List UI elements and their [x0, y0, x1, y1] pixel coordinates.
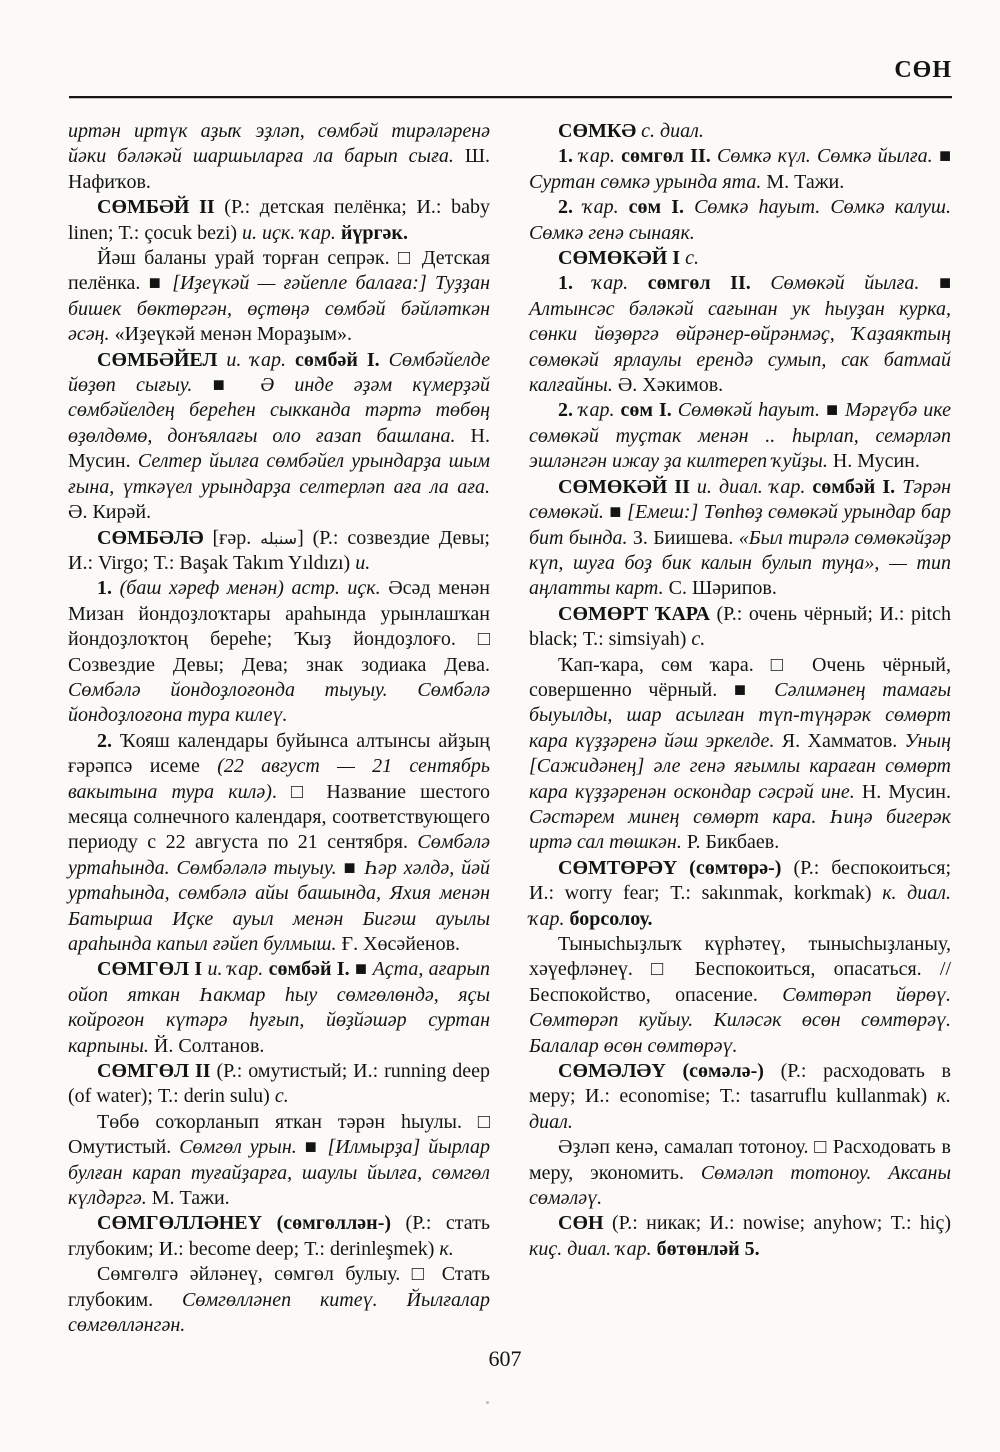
text-run: «Был тирәлә сөмөкәйҙәр күп, шуға боҙ бик калын булып туңа», — тип аңлатты карт.: [529, 526, 951, 600]
text-run: бөтөнләй 5.: [656, 1237, 760, 1260]
text-run: Уның [Сажидәнең] әле генә яғымлы караған сөмөрт кара күҙҙәренән оскондар сәсрәй ине.: [529, 729, 951, 803]
text-run: Сөмгөл урын.: [179, 1136, 305, 1159]
text-run: Ә. Хәкимов.: [617, 374, 724, 397]
text-run: сөмбәй I.: [812, 475, 903, 498]
text-run: и. иҫк. ҡар.: [242, 221, 341, 244]
dictionary-paragraph: [529, 271, 951, 398]
text-run: ҡар.: [592, 272, 648, 295]
text-run: СӨМКӘ: [558, 120, 642, 142]
text-run: ҡар.: [578, 399, 621, 422]
text-run: СӨМГӨЛ I: [97, 958, 208, 981]
text-run: сөмгөл II.: [647, 272, 771, 295]
text-run: 2.: [558, 399, 579, 422]
text-run: ■: [343, 856, 365, 879]
dictionary-column-left: [68, 119, 490, 1339]
text-run: Ә инде әҙәм күмерҙәй сөмбәйелдең береһен сыкканда тәртә төбөң өҙөлдөмө, донъялағы оло ғазап башлана.: [68, 374, 490, 447]
text-run: Һәр хәлдә, йәй уртаһында, сөмбәлә айы башында, Яхия менән Батырша Иҫке ауыл менән Бигәш ауылы араһында капыл ғәйеп булмыш.: [68, 856, 490, 955]
dictionary-paragraph: [529, 1135, 951, 1211]
text-run: [Емеш:] Төпһөҙ сөмөкәй урындар бар бит бында.: [529, 501, 951, 549]
text-run: Мәрғүбә ике сөмөкәй туҫтак менән .. һырлап, семәрләп эшләнгән ижау ҙа килтереп ҡуйҙы.: [529, 399, 951, 473]
text-run: ■: [938, 145, 952, 168]
text-run: سنبله: [260, 528, 298, 548]
dictionary-paragraph: [529, 246, 951, 271]
text-run: СӨМБӘЙ II: [97, 196, 225, 219]
text-run: СӨМӨРТ ҠАРА: [558, 602, 717, 625]
text-run: Селтер йылға сөмбәйел урындарҙа шым ғына, үткәүел урындарҙа селтерләп аға ла аға.: [68, 450, 490, 498]
dictionary-paragraph: [68, 246, 490, 348]
text-run: (баш хәреф менән) астр. иҫк.: [119, 577, 389, 600]
dictionary-paragraph: [68, 526, 490, 577]
text-run: (Р.: стать глубоким; И.: become deep; Т.: derinleşmek): [68, 1212, 490, 1260]
text-run: с.: [691, 628, 706, 651]
text-run: СӨМӘЛӘҮ (сөмәлә-): [558, 1060, 781, 1083]
text-run: сөмбәй I.: [268, 958, 355, 981]
text-run: 2.: [97, 729, 120, 752]
text-run: 1.: [558, 145, 580, 168]
text-run: 2.: [558, 196, 584, 219]
text-run: ҡар.: [579, 145, 622, 168]
text-run: и. диал. ҡар.: [696, 475, 813, 498]
dictionary-paragraph: [529, 1059, 951, 1135]
text-run: М. Тажи.: [151, 1187, 230, 1210]
text-run: Йәш баланы урай торған сепрәк. □ Детская пелёнка. ■: [68, 247, 490, 295]
text-run: сөмгөл II.: [621, 145, 718, 168]
running-head: СӨН: [894, 57, 952, 83]
text-run: Ҡап-ҡара, сөм ҡара. □ Очень чёрный, совершенно чёрный. ■: [529, 653, 951, 701]
text-run: борсолоу.: [569, 907, 653, 930]
text-run: (Р.: никак; И.: nowise; anyhow; Т.: hiç): [611, 1212, 951, 1235]
scan-artifact-dot: [486, 1401, 489, 1404]
text-run: Й. Солтанов.: [153, 1034, 265, 1057]
text-run: Сөмөкәй һауыт.: [677, 399, 826, 422]
text-run: ■: [354, 958, 373, 981]
text-run: С. Шәрипов.: [668, 577, 777, 600]
text-run: Тәрән сөмөкәй.: [529, 475, 951, 524]
text-run: сөмбәй I.: [294, 348, 389, 371]
text-run: Сөмгөлләнеп китеү. Йылғалар сөмгөлләнгән.: [68, 1288, 490, 1337]
text-run: 1.: [558, 272, 593, 295]
text-run: (22 август — 21 сентябрь вакытына тура килә): [68, 755, 490, 803]
text-run: Н. Мусин.: [832, 450, 920, 473]
text-run: к.: [439, 1237, 454, 1260]
dictionary-paragraph: [529, 856, 951, 932]
dictionary-paragraph: [529, 119, 951, 144]
text-run: к. диал. ҡар.: [529, 882, 951, 930]
text-run: и. ҡар.: [226, 348, 295, 371]
text-run: [Илмырҙа] йырлар булған карап туғайҙарға, шаулы йылға, сөмгөл күлдәргә.: [68, 1136, 490, 1210]
text-run: . □ Название шестого месяца солнечного календаря, соответствующего периоду с 22 августа по 21 сентября.: [68, 780, 490, 854]
text-run: СӨМГӨЛЛӘНЕҮ (сөмгөллән-): [97, 1212, 406, 1235]
dictionary-paragraph: [529, 932, 951, 1059]
text-run: сөм I.: [628, 196, 695, 219]
dictionary-paragraph: [68, 348, 490, 526]
text-run: (Р.: расходовать в меру; И.: economise; Т.: tasarruflu kullanmak): [529, 1060, 951, 1108]
dictionary-paragraph: [68, 119, 490, 195]
dictionary-paragraph: [529, 195, 951, 246]
text-run: Аҫта, ағарып ойоп яткан Һакмар һыу сөмгөлөндә, яҫы койроғон күтәрә һуғып, йөҙйәшәр суртан карпыны.: [68, 958, 491, 1057]
text-run: СӨМБӘЛӘ: [97, 526, 213, 549]
text-run: [Иҙеүкәй — ғәйепле балаға:] Туҙҙан бишек бөктөргән, өҫтөңә сөмбәй бәйләткән әсәң.: [68, 272, 490, 346]
header-rule: [69, 96, 952, 98]
dictionary-paragraph: [529, 475, 951, 602]
dictionary-paragraph: [529, 602, 951, 653]
text-run: СӨМӨКӘЙ I: [558, 247, 686, 270]
page-number: 607: [488, 1346, 522, 1371]
text-run: СӨМБӘЙЕЛ: [97, 348, 227, 371]
text-run: иртән иртүк аҙыҡ эҙләп, сөмбәй тирәләренә йәки бәләкәй шаршыларға ла барып сыға.: [68, 120, 490, 168]
text-run: Ғ. Хөсәйенов.: [341, 933, 461, 955]
dictionary-paragraph: [68, 1059, 490, 1110]
text-run: Әҙләп кенә, самалап тотоноу. □ Расходовать в меру, экономить.: [529, 1136, 951, 1184]
text-run: сөм I.: [620, 399, 678, 422]
text-run: и.: [355, 551, 371, 574]
dictionary-paragraph: [68, 1211, 490, 1262]
text-run: Сөмөкәй йылға.: [770, 272, 939, 295]
dictionary-paragraph: [529, 398, 951, 474]
dictionary-paragraph: [529, 144, 951, 195]
text-run: Ҡояш календары буйынса алтынсы айҙың ғәрәпсә исеме: [68, 729, 490, 778]
text-run: М. Тажи.: [766, 170, 845, 193]
text-run: Алтынсәс бәләкәй сағынан ук һыуҙан курка, сөнки йөҙөргә өйрәнер-өйрәнмәҫ, Ҡаҙаяктың сөмөкәй ярлаулы ерендә сумып, сак батмай калғайны.: [529, 297, 951, 397]
text-run: Әсәд менән Мизан йондоҙлоҡтары араһында урынлашҡан йондоҙлоҡтоң береһе; Ҡыҙ йондоҙлоғо. □ Созвездие Девы; Дева; знак зодиака Дева.: [68, 577, 490, 676]
dictionary-paragraph: [68, 957, 490, 1059]
dictionary-paragraph: [68, 1110, 490, 1212]
text-run: ■: [938, 272, 952, 295]
text-run: Н. Мусин.: [861, 780, 952, 803]
text-run: Н. Мусин.: [68, 424, 490, 473]
text-run: к. диал.: [529, 1085, 951, 1133]
text-run: Сөмбәлә уртаһында. Сөмбәләлә тыуыу.: [68, 831, 490, 879]
text-run: и. ҡар.: [207, 958, 269, 981]
text-run: ■: [609, 501, 628, 524]
text-run: (Р.: беспокоиться; И.: worry fear; Т.: sakınmak, korkmak): [529, 856, 952, 905]
text-run: СӨМГӨЛ II: [97, 1060, 217, 1083]
text-run: (Р.: омутистый; И.: running deep (of water); Т.: derin sulu): [68, 1060, 490, 1108]
text-run: с.: [274, 1085, 289, 1108]
text-run: ■: [212, 374, 261, 397]
text-run: Ә. Кирәй.: [68, 501, 152, 524]
dictionary-paragraph: [529, 653, 951, 856]
text-run: Тынысһыҙлыҡ күрһәтеү, тынысһыҙланыу, хәүефләнеү. □ Беспокоиться, опасаться. // Беспокойство, опасение.: [529, 933, 951, 1006]
text-run: Р. Бикбаев.: [686, 831, 780, 854]
text-run: ҡар.: [583, 196, 629, 219]
text-run: ■: [825, 399, 845, 422]
dictionary-paragraph: [68, 729, 490, 958]
text-run: Сәлимәнең тамағы быуылды, шар асылған түп-түңәрәк сөмөрт кара күҙҙәренә йәш эркелде.: [529, 678, 952, 752]
text-run: (Р.: очень чёрный; И.: pitch black; Т.: simsiyah): [529, 602, 951, 651]
text-run: З. Биишева.: [632, 526, 739, 549]
dictionary-paragraph: [68, 576, 490, 728]
text-run: Сөмбәлә йондоҙлоғонда тыуыу. Сөмбәлә йондоҙлоғона тура килеү.: [68, 678, 490, 727]
text-run: Сөмкә күл. Сөмкә йылға.: [717, 145, 939, 168]
text-run: Сөмтөрәп йөрөү. Сөмтөрәп куйыу. Киләсәк өсөн сөмтөрәү. Балалар өсөн сөмтөрәү.: [529, 983, 951, 1057]
text-run: (Р.: детская пелёнка; И.: baby linen; Т.: çocuk bezi): [68, 196, 490, 244]
dictionary-paragraph: [68, 195, 490, 246]
text-run: с. диал.: [641, 120, 704, 142]
text-run: киҫ. диал. ҡар.: [529, 1237, 657, 1260]
text-run: «Иҙеүкәй менән Мораҙым».: [114, 323, 353, 346]
text-run: Ш. Нафиҡов.: [68, 145, 490, 193]
text-run: ■: [304, 1136, 328, 1159]
text-run: Сәстәрем минең сөмөрт кара. Һиңә бигерәк иртә сал төшкән.: [529, 805, 951, 854]
text-run: Я. Хамматов.: [781, 729, 905, 752]
text-run: СӨМТӨРӘҮ (сөмтөрә-): [558, 856, 794, 879]
text-run: Төбө соҡорланып яткан тәрән һыулы. □ Омутистый.: [68, 1110, 490, 1159]
text-run: ] (Р.: созвездие Девы; И.: Virgo; Т.: Başak Takım Yıldızı): [68, 526, 490, 574]
text-run: СӨН: [558, 1212, 612, 1235]
dictionary-paragraph: [68, 1262, 490, 1338]
text-run: йүргәк.: [340, 221, 408, 244]
text-run: Сөмгөлгә әйләнеү, сөмгөл булыу. □ Стать глубоким.: [68, 1263, 490, 1311]
text-run: Сөмкә һауыт. Сөмкә калуш. Сөмкә генә сынаяк.: [529, 196, 952, 244]
text-run: Сөмәләп тотоноу. Аксаны сөмәләү.: [529, 1161, 951, 1210]
text-run: с.: [685, 247, 699, 270]
text-run: [ғәр.: [212, 526, 261, 549]
text-run: СӨМӨКӘЙ II: [558, 475, 697, 498]
text-run: Сөмбәйелде йөҙөп сығыу.: [68, 348, 490, 397]
dictionary-paragraph: [529, 1211, 951, 1262]
text-run: Суртан сөмкә урында ята.: [529, 170, 767, 193]
text-run: 1.: [97, 577, 120, 600]
dictionary-column-right: [529, 119, 951, 1262]
